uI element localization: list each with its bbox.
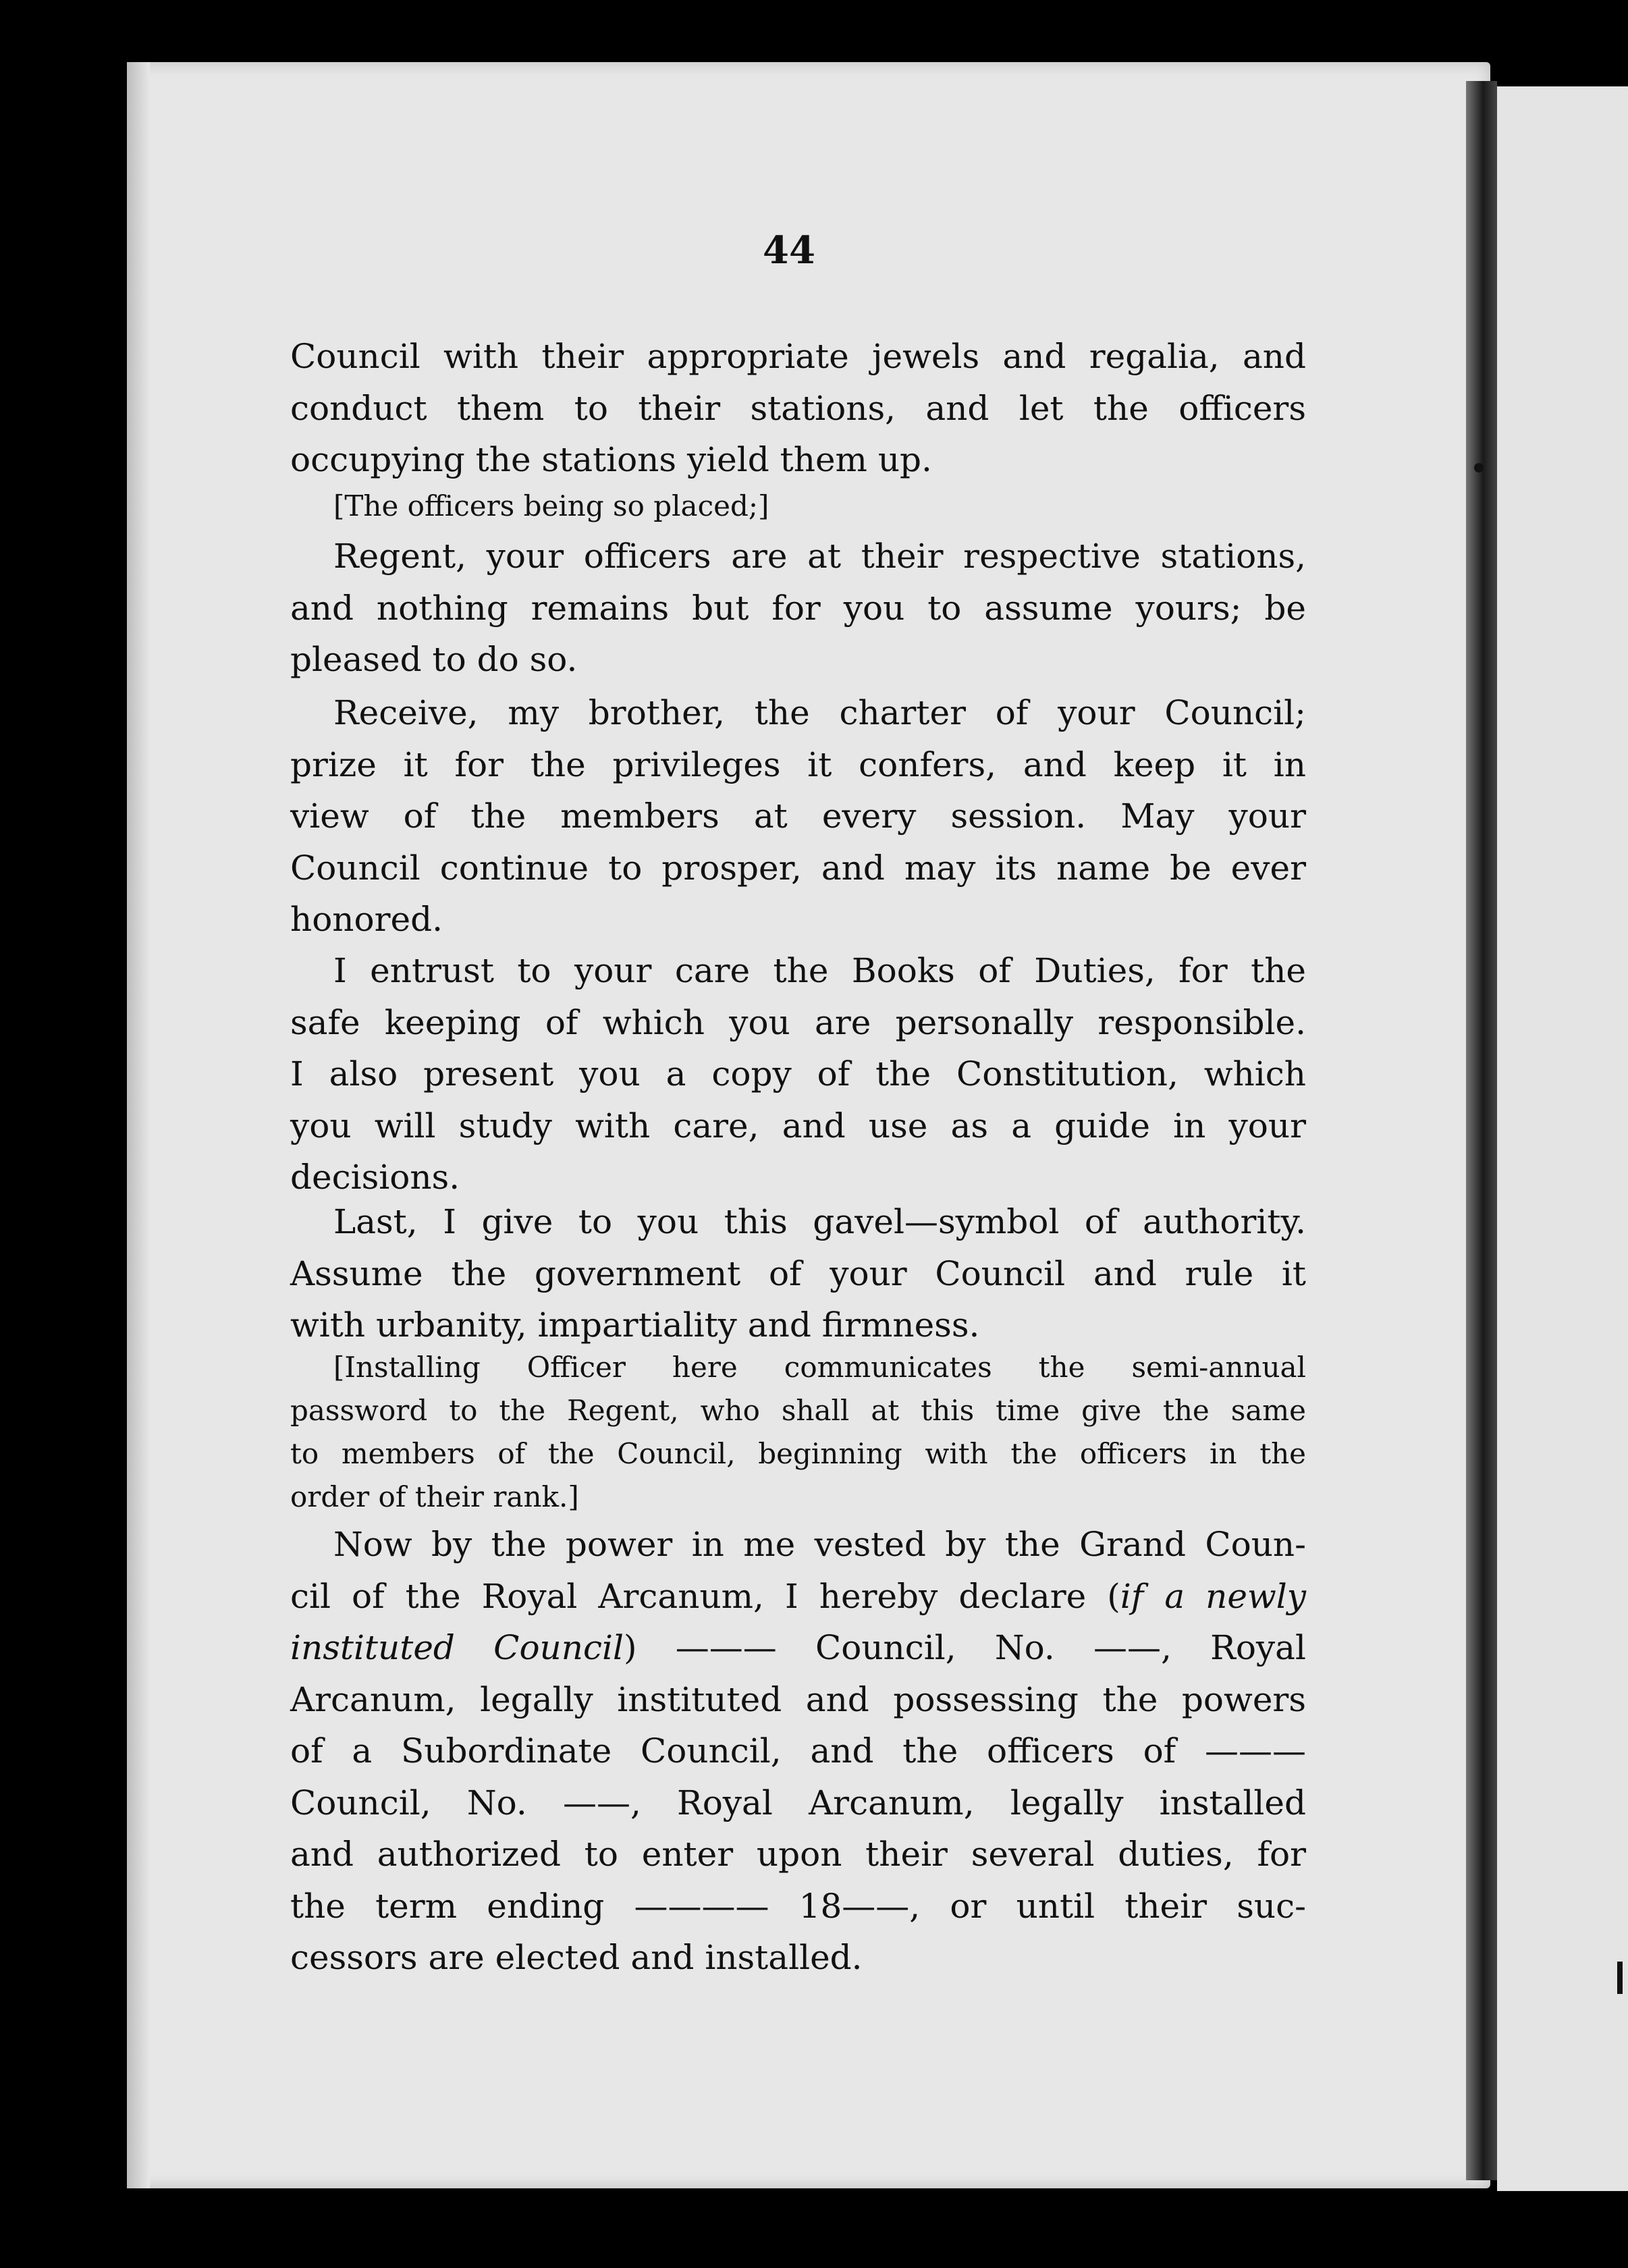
paragraph-3 [290, 687, 1306, 946]
text-line: decisions. [290, 1158, 460, 1197]
text-line: and nothing remains but for you to assume yours; be [290, 588, 1306, 628]
book-gutter [1466, 81, 1497, 2180]
text-line: occupying the stations yield them up. [290, 440, 932, 479]
text-line: pleased to do so. [290, 640, 578, 679]
text-line [290, 1622, 1306, 1674]
text-line: to members of the Council, beginning with the officers in the [290, 1437, 1306, 1470]
binding-dot [1474, 463, 1484, 473]
text-line: safe keeping of which you are personally responsible. [290, 1002, 1306, 1042]
paragraph-1 [290, 331, 1306, 486]
text-line: password to the Regent, who shall at this time give the same [290, 1394, 1306, 1427]
stage-direction-2 [290, 1346, 1306, 1519]
text-line: [The officers being so placed;] [333, 489, 769, 522]
text-line: conduct them to their stations, and let the officers [290, 388, 1306, 428]
text-line: prize it for the privileges it confers, and keep it in [290, 745, 1306, 784]
facing-page-edge [1497, 86, 1628, 2191]
text-line: Arcanum, legally instituted and possessing the powers [290, 1679, 1306, 1719]
paragraph-6 [290, 1519, 1306, 1984]
text-line: order of their rank.] [290, 1480, 579, 1513]
text-line: Assume the government of your Council and rule it [290, 1253, 1306, 1293]
italic-text: if a newly [1120, 1576, 1306, 1616]
text-line: Regent, your officers are at their respective stations, [333, 537, 1306, 576]
text-line: Last, I give to you this gavel—symbol of authority. [333, 1202, 1306, 1241]
text-line: cessors are elected and installed. [290, 1938, 863, 1977]
paragraph-5 [290, 1196, 1306, 1351]
text-line: I also present you a copy of the Constitution, which [290, 1054, 1306, 1094]
page-number: 44 [763, 228, 815, 273]
text-line: Now by the power in me vested by the Grand Coun- [333, 1525, 1306, 1564]
text-line: [Installing Officer here communicates the semi-annual [333, 1351, 1306, 1384]
text-line: Receive, my brother, the charter of your Council; [333, 693, 1306, 732]
text-line: the term ending ———— 18——, or until their suc- [290, 1886, 1306, 1926]
text-line: of a Subordinate Council, and the officers of ——— [290, 1731, 1306, 1771]
text-line: with urbanity, impartiality and firmness. [290, 1305, 980, 1345]
text-run: cil of the Royal Arcanum, I hereby declare ( [290, 1576, 1120, 1616]
facing-page-mark [1617, 1962, 1623, 1994]
text-line: view of the members at every session. May your [290, 796, 1306, 836]
text-line: Council, No. ——, Royal Arcanum, legally installed [290, 1783, 1306, 1823]
stage-direction-1 [290, 485, 1306, 528]
text-line: I entrust to your care the Books of Duties, for the [333, 951, 1306, 990]
text-line: Council with their appropriate jewels and regalia, and [290, 337, 1306, 376]
text-line: Council continue to prosper, and may its name be ever [290, 848, 1306, 888]
text-line: and authorized to enter upon their several duties, for [290, 1835, 1306, 1874]
italic-text: instituted Council [290, 1628, 624, 1667]
text-line [290, 1571, 1306, 1623]
paragraph-2 [290, 531, 1306, 686]
page-edge-shadow [127, 62, 150, 2188]
text-run: ) ——— Council, No. ——, Royal [623, 1628, 1306, 1667]
paragraph-4 [290, 945, 1306, 1204]
text-line: you will study with care, and use as a guide in your [290, 1106, 1306, 1145]
text-line: honored. [290, 900, 443, 939]
